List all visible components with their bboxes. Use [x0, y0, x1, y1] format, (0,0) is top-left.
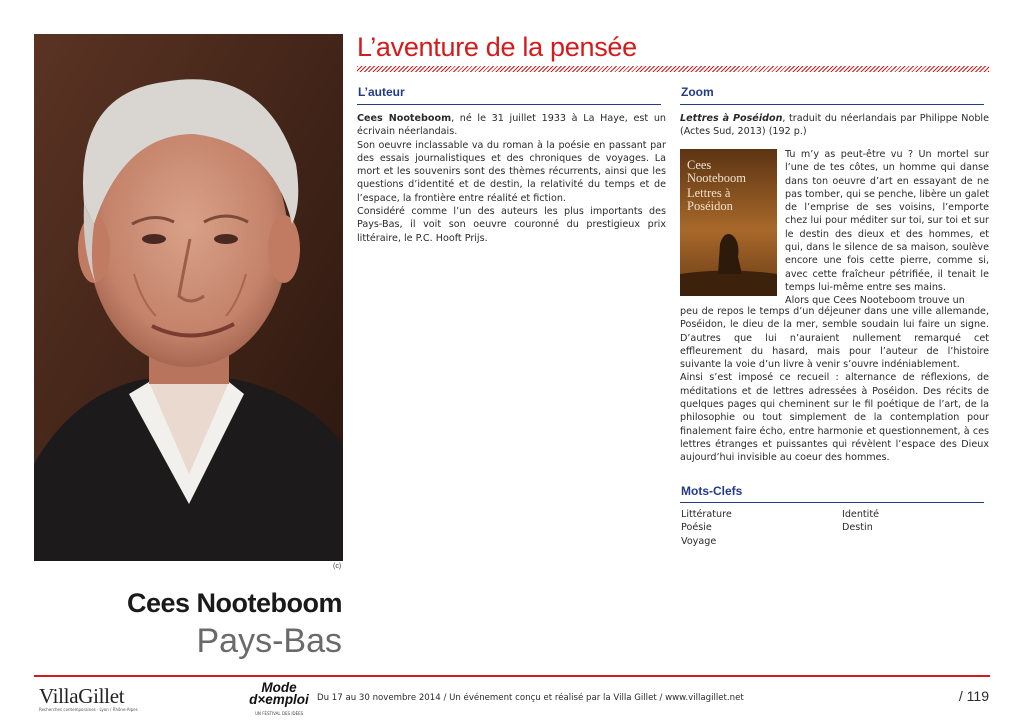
author-country: Pays-Bas [196, 622, 342, 660]
keyword: Voyage [681, 535, 717, 547]
author-bio-p3: Considéré comme l’un des auteurs les plus importants des Pays-Bas, il voit son oeuvre couronné du prestigieux prix littéraire, le P.C. Hooft Prijs. [357, 206, 666, 244]
title-hatch-divider [357, 66, 989, 72]
mode-logo-line2: d×emploi [249, 692, 309, 707]
page-number: / 119 [958, 688, 989, 704]
section-heading-zoom: Zoom [681, 85, 714, 99]
book-reference [680, 112, 989, 139]
cover-title: Lettres à Poséidon [687, 186, 733, 213]
section-heading-author: L’auteur [358, 85, 405, 99]
book-title: Lettres à Poséidon [680, 113, 783, 124]
page-title: L’aventure de la pensée [357, 32, 637, 62]
mode-demploi-tagline: UN FESTIVAL DES IDÉES [255, 711, 304, 716]
book-info: , traduit du néerlandais par Philippe Noble (Actes Sud, 2013) (192 p.) [680, 113, 989, 138]
author-bio-p2: Son oeuvre inclassable va du roman à la poésie en passant par des essais journalistiques et des chroniques de voyages. La mort et les souvenirs sont des thèmes récurrents, ainsi que les questions d’identité et de destin, la relativité du temps et de l’espace, la frontière entre réalité et fiction. [357, 139, 666, 204]
keyword: Identité [842, 509, 879, 520]
villagillet-logo-tagline: Recherches contemporaines · Lyon / Rhône-Alpes [39, 707, 138, 712]
villagillet-logo: VillaGillet [39, 684, 125, 708]
photo-credit: (c) [333, 563, 342, 570]
keywords-col2 [842, 508, 879, 535]
author-bio-lead: , né le 31 juillet 1933 à La Haye, est un écrivain néerlandais. [357, 113, 666, 138]
book-summary [680, 305, 989, 465]
mode-logo-line1: Mode [261, 680, 297, 695]
cover-author: Cees Nooteboom [687, 158, 747, 185]
author-bio [357, 112, 666, 245]
author-bio-name: Cees Nooteboom [357, 113, 452, 124]
keyword: Destin [842, 522, 873, 534]
book-cover [680, 149, 777, 296]
book-summary-p2: Ainsi s’est imposé ce recueil : alternance de réflexions, de méditations et de lettres adressées à Poséidon. Des récits de quelques pages qui cheminent sur le fil poétique de l’art, de la philosophie ou tout simplement de la contemplation pour finalement faire écho, entre harmonie et questionnement, à ces lettres étranges et puissantes qui révèlent l’espace des Dieux aujourd’hui invisible au coeur des hommes. [680, 372, 989, 464]
author-name: Cees Nooteboom [126, 588, 342, 618]
section-rule-keywords [680, 502, 984, 503]
portrait-illustration [34, 34, 343, 561]
keyword: Littérature [681, 509, 732, 520]
mode-demploi-logo [245, 682, 313, 706]
book-quote-tail: Alors que Cees Nooteboom trouve un [785, 295, 965, 307]
author-bio-p1 [357, 112, 666, 139]
book-quote-text: Tu m’y as peut-être vu ? Un mortel sur l’une de tes côtes, un homme qui danse dans ton oeuvre d’art en essayant de ne pas tomber, qui se penche, libère un galet de l’emprise de ses voisins, l’emporte chez lui pour méditer sur toi, sur toi et sur le destin des dieux et des hommes, et qui, dans le silence de sa maison, soulève encore une fois cette pierre, comme si, avec cette fraîcheur pétrifiée, il tenait le temps lui-même entre ses mains. [785, 149, 989, 293]
book-quote [785, 148, 989, 308]
footer-rule [34, 675, 990, 677]
keywords-col1 [681, 508, 732, 548]
section-heading-keywords: Mots-Clefs [681, 484, 743, 498]
footer-text: Du 17 au 30 novembre 2014 / Un événement conçu et réalisé par la Villa Gillet / www.villagillet.net [317, 693, 744, 703]
keyword: Poésie [681, 522, 712, 534]
section-rule-author [357, 104, 661, 105]
section-rule-zoom [680, 104, 984, 105]
book-summary-p1: peu de repos le temps d’un déjeuner dans une ville allemande, Poséidon, le dieu de la mer, semble soudain lui faire un signe. D’autres que lui n’auraient nullement remarqué cet effleurement du hasard, mais pour l’auteur de l’histoire suivante la voie d’un livre à venir s’ouvre indéniablement. [680, 306, 989, 371]
author-photo [34, 34, 343, 561]
